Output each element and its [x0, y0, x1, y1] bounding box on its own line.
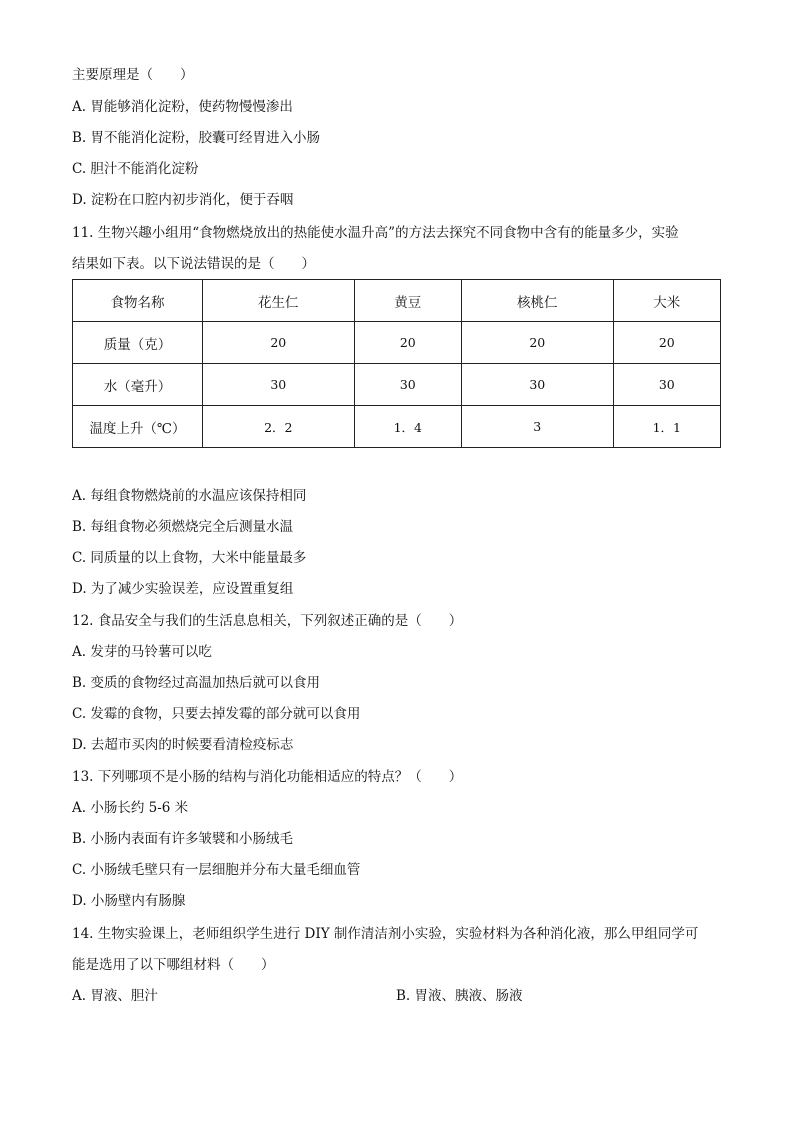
- q11-option-a: A. 每组食物燃烧前的水温应该保持相同: [72, 488, 307, 504]
- q10-option-c: C. 胆汁不能消化淀粉: [72, 161, 199, 177]
- q12-option-d: D. 去超市买肉的时候要看清检疫标志: [72, 737, 294, 753]
- table-row-label: 水（毫升）: [73, 364, 203, 406]
- q12-option-b: B. 变质的食物经过高温加热后就可以食用: [72, 675, 321, 691]
- q10-stem-tail: 主要原理是（ ）: [72, 67, 194, 83]
- q14-option-b: B. 胃液、胰液、肠液: [396, 988, 523, 1004]
- table-cell: 30: [613, 364, 720, 406]
- q12-option-a: A. 发芽的马铃薯可以吃: [72, 644, 212, 660]
- q12-option-c: C. 发霉的食物，只要去掉发霉的部分就可以食用: [72, 706, 361, 722]
- table-row: [73, 364, 721, 406]
- table-cell: 2．2: [203, 406, 355, 448]
- q14-stem-line1: 14. 生物实验课上，老师组织学生进行 DIY 制作清洁剂小实验，实验材料为各种消化液，那么甲组同学可: [72, 926, 699, 942]
- table-row: [73, 406, 721, 448]
- table-cell: 30: [461, 364, 613, 406]
- table-cell: 20: [613, 322, 720, 364]
- q13-stem: 13. 下列哪项不是小肠的结构与消化功能相适应的特点？（ ）: [72, 769, 463, 785]
- table-cell: 20: [461, 322, 613, 364]
- q11-stem-line2: 结果如下表。以下说法错误的是（ ）: [72, 256, 315, 272]
- q11-option-d: D. 为了减少实验误差，应设置重复组: [72, 581, 294, 597]
- q13-option-a: A. 小肠长约 5-6 米: [72, 800, 189, 816]
- q11-option-b: B. 每组食物必须燃烧完全后测量水温: [72, 519, 294, 535]
- table-row: [73, 322, 721, 364]
- q10-option-b: B. 胃不能消化淀粉，胶囊可经胃进入小肠: [72, 130, 321, 146]
- table-cell: 20: [354, 322, 461, 364]
- q14-stem-line2: 能是选用了以下哪组材料（ ）: [72, 957, 275, 973]
- table-cell: 1．1: [613, 406, 720, 448]
- table-cell: 1．4: [354, 406, 461, 448]
- table-header-cell: 花生仁: [203, 280, 355, 322]
- table-cell: 3: [461, 406, 613, 448]
- table-cell: 30: [203, 364, 355, 406]
- table-header-cell: 黄豆: [354, 280, 461, 322]
- q11-option-c: C. 同质量的以上食物，大米中能量最多: [72, 550, 307, 566]
- q11-stem-line1: 11. 生物兴趣小组用“食物燃烧放出的热能使水温升高”的方法去探究不同食物中含有的能量多少，实验: [72, 225, 679, 241]
- table-header-cell: 食物名称: [73, 280, 203, 322]
- q13-option-c: C. 小肠绒毛壁只有一层细胞并分布大量毛细血管: [72, 862, 361, 878]
- table-cell: 20: [203, 322, 355, 364]
- q13-option-d: D. 小肠壁内有肠腺: [72, 893, 186, 909]
- q10-option-d: D. 淀粉在口腔内初步消化，便于吞咽: [72, 192, 294, 208]
- q10-option-a: A. 胃能够消化淀粉，使药物慢慢渗出: [72, 99, 293, 115]
- table-header-cell: 核桃仁: [461, 280, 613, 322]
- table-header-row: [73, 280, 721, 322]
- table-row-label: 质量（克）: [73, 322, 203, 364]
- table-cell: 30: [354, 364, 461, 406]
- q12-stem: 12. 食品安全与我们的生活息息相关，下列叙述正确的是（ ）: [72, 613, 463, 629]
- q11-results-table: [72, 279, 721, 448]
- table-row-label: 温度上升（℃）: [73, 406, 203, 448]
- q13-option-b: B. 小肠内表面有许多皱襞和小肠绒毛: [72, 831, 294, 847]
- q14-option-a: A. 胃液、胆汁: [72, 988, 158, 1004]
- table-header-cell: 大米: [613, 280, 720, 322]
